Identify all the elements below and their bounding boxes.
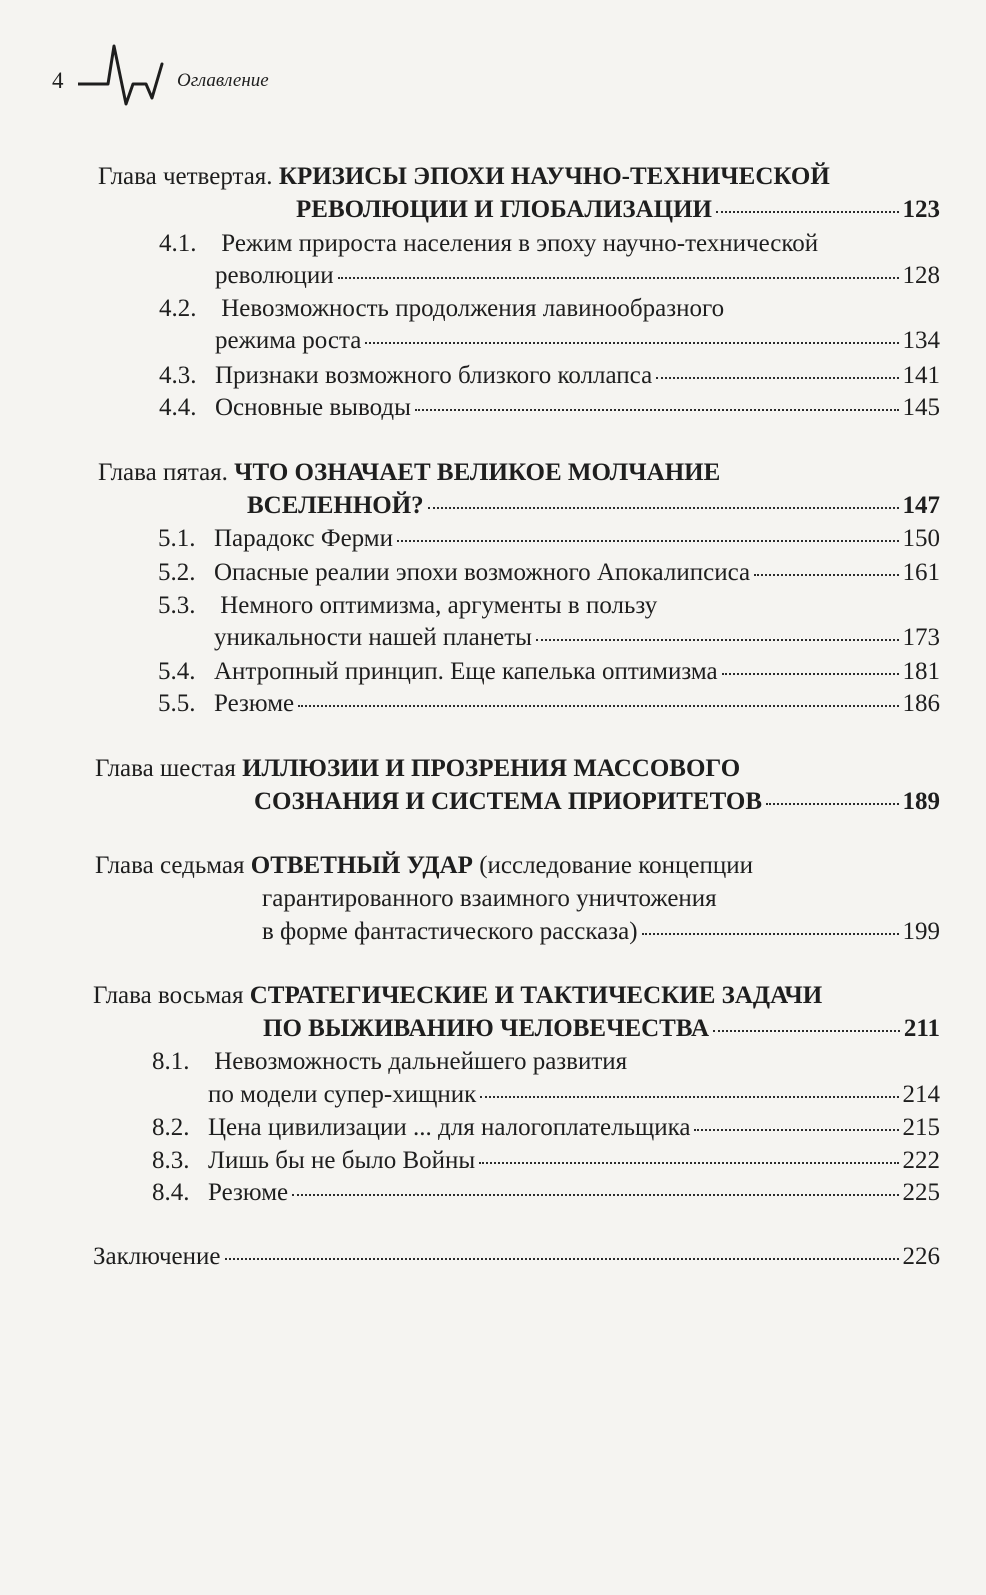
item-number: 5.2. (158, 559, 196, 586)
chapter-title: ЧТО ОЗНАЧАЕТ ВЕЛИКОЕ МОЛЧАНИЕ (234, 459, 721, 486)
item-title: Невозможность продолжения лавинообразного (221, 295, 725, 322)
chapter-8-heading (93, 983, 822, 1008)
dot-leader (415, 409, 899, 411)
item-number: 8.3. (152, 1147, 190, 1174)
dot-leader (292, 1194, 898, 1196)
toc-item[interactable] (159, 296, 724, 321)
item-title: Заключение (93, 1243, 221, 1270)
chapter-6-heading (95, 756, 740, 781)
item-title: уникальности нашей планеты (214, 624, 532, 651)
item-number: 8.4. (152, 1179, 190, 1206)
page-ref: 147 (902, 492, 940, 519)
toc-item[interactable] (158, 560, 940, 585)
page-ref: 134 (902, 327, 940, 354)
item-title: по модели супер-хищник (208, 1081, 477, 1108)
toc-entry-chapter-7[interactable] (262, 919, 940, 944)
page-ref: 225 (902, 1179, 940, 1206)
chapter-subtitle: гарантированного взаимного уничтожения (262, 885, 717, 912)
running-header (52, 42, 452, 112)
toc-item[interactable] (158, 659, 940, 684)
toc-entry-conclusion[interactable] (93, 1244, 940, 1269)
item-title: революции (215, 262, 334, 289)
item-title: Резюме (208, 1179, 289, 1206)
dot-leader (722, 673, 899, 675)
toc-item[interactable] (158, 593, 657, 618)
page-ref: 189 (902, 788, 940, 815)
chapter-7-heading (95, 853, 753, 878)
item-title: Основные выводы (215, 394, 411, 421)
toc-item[interactable] (152, 1148, 940, 1173)
heartbeat-pulse-icon (78, 42, 178, 112)
toc-item[interactable] (159, 231, 818, 256)
toc-item[interactable] (159, 395, 940, 420)
item-title: Невозможность дальнейшего развития (214, 1048, 628, 1075)
item-title: Лишь бы не было Войны (208, 1147, 476, 1174)
item-number: 4.1. (159, 230, 197, 257)
chapter-prefix: Глава седьмая (95, 852, 245, 879)
page-ref: 215 (902, 1114, 940, 1141)
toc-entry-chapter-8[interactable] (263, 1016, 940, 1041)
dot-leader (479, 1162, 898, 1164)
chapter-title: СТРАТЕГИЧЕСКИЕ И ТАКТИЧЕСКИЕ ЗАДАЧИ (249, 982, 823, 1009)
chapter-subtitle: в форме фантастического рассказа) (262, 918, 638, 945)
dot-leader (338, 277, 899, 279)
dot-leader (428, 507, 899, 509)
item-title: Цена цивилизации ... для налогоплательщика (208, 1114, 691, 1141)
dot-leader (225, 1258, 899, 1260)
item-title: Режим прироста населения в эпоху научно-технической (221, 230, 819, 257)
page-ref: 186 (902, 690, 940, 717)
item-number: 5.3. (158, 592, 196, 619)
chapter-title: ПО ВЫЖИВАНИЮ ЧЕЛОВЕЧЕСТВА (263, 1015, 709, 1042)
dot-leader (365, 342, 898, 344)
chapter-subtitle: (исследование концепции (479, 852, 753, 879)
item-number: 5.5. (158, 690, 196, 717)
item-title: Антропный принцип. Еще капелька оптимизма (214, 658, 718, 685)
page-ref: 199 (902, 918, 940, 945)
toc-item[interactable] (152, 1115, 940, 1140)
dot-leader (694, 1129, 898, 1131)
page-ref: 123 (902, 196, 940, 223)
toc-item[interactable] (159, 363, 940, 388)
running-title: Оглавление (177, 70, 269, 91)
toc-item[interactable] (152, 1049, 627, 1074)
toc-entry-chapter-4[interactable] (296, 197, 940, 222)
item-title: режима роста (215, 327, 362, 354)
toc-item-continued[interactable] (208, 1082, 940, 1107)
chapter-prefix: Глава четвертая. (98, 163, 273, 190)
dot-leader (480, 1096, 898, 1098)
dot-leader (713, 1030, 900, 1032)
item-title: Парадокс Ферми (214, 525, 394, 552)
item-title: Признаки возможного близкого коллапса (215, 362, 653, 389)
item-number: 4.2. (159, 295, 197, 322)
page-ref: 214 (902, 1081, 940, 1108)
chapter-prefix: Глава пятая. (98, 459, 228, 486)
dot-leader (716, 211, 898, 213)
item-title: Немного оптимизма, аргументы в пользу (220, 592, 658, 619)
item-number: 5.1. (158, 525, 196, 552)
page-ref: 141 (902, 362, 940, 389)
toc-item[interactable] (158, 691, 940, 716)
item-number: 4.3. (159, 362, 197, 389)
toc-item[interactable] (152, 1180, 940, 1205)
dot-leader (766, 803, 898, 805)
dot-leader (536, 639, 899, 641)
dot-leader (298, 705, 898, 707)
item-title: Резюме (214, 690, 295, 717)
dot-leader (642, 933, 899, 935)
dot-leader (397, 540, 898, 542)
page-ref: 150 (902, 525, 940, 552)
chapter-4-heading (98, 164, 830, 189)
page-ref: 145 (902, 394, 940, 421)
chapter-subtitle-line (262, 886, 717, 911)
page-ref: 211 (903, 1015, 940, 1042)
page-ref: 222 (902, 1147, 940, 1174)
dot-leader (656, 377, 898, 379)
chapter-title: РЕВОЛЮЦИИ И ГЛОБАЛИЗАЦИИ (296, 196, 713, 223)
toc-item[interactable] (158, 526, 940, 551)
page-ref: 128 (902, 262, 940, 289)
chapter-title: СОЗНАНИЯ И СИСТЕМА ПРИОРИТЕТОВ (254, 788, 763, 815)
toc-item-continued[interactable] (215, 263, 940, 288)
page-ref: 181 (902, 658, 940, 685)
page-ref: 226 (902, 1243, 940, 1270)
chapter-title: ОТВЕТНЫЙ УДАР (250, 852, 473, 879)
chapter-prefix: Глава восьмая (93, 982, 244, 1009)
chapter-5-heading (98, 460, 720, 485)
chapter-title: ИЛЛЮЗИИ И ПРОЗРЕНИЯ МАССОВОГО (242, 755, 741, 782)
dot-leader (754, 574, 898, 576)
chapter-title: КРИЗИСЫ ЭПОХИ НАУЧНО-ТЕХНИЧЕСКОЙ (278, 163, 830, 190)
toc-item-continued[interactable] (215, 328, 940, 353)
toc-entry-chapter-6[interactable] (254, 789, 940, 814)
page-number: 4 (52, 68, 64, 93)
item-title: Опасные реалии эпохи возможного Апокалипсиса (214, 559, 751, 586)
item-number: 5.4. (158, 658, 196, 685)
toc-item-continued[interactable] (214, 625, 940, 650)
chapter-title: ВСЕЛЕННОЙ? (247, 492, 424, 519)
toc-entry-chapter-5[interactable] (247, 493, 940, 518)
page-ref: 161 (902, 559, 940, 586)
item-number: 8.2. (152, 1114, 190, 1141)
item-number: 4.4. (159, 394, 197, 421)
item-number: 8.1. (152, 1048, 190, 1075)
page-ref: 173 (902, 624, 940, 651)
chapter-prefix: Глава шестая (95, 755, 236, 782)
